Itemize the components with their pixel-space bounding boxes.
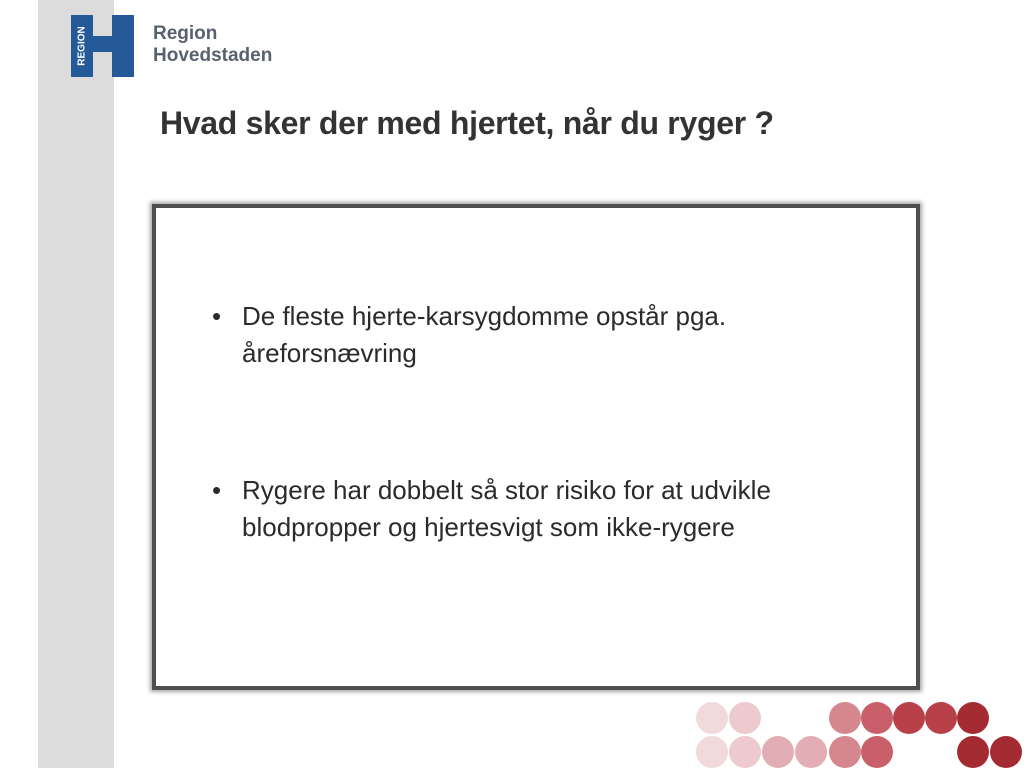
decorative-dot bbox=[795, 736, 827, 768]
decorative-dot bbox=[957, 702, 989, 734]
bullet-item bbox=[210, 298, 900, 372]
decorative-dot bbox=[829, 736, 861, 768]
logo-wordmark bbox=[153, 23, 272, 67]
decorative-dot bbox=[729, 736, 761, 768]
decorative-dot bbox=[861, 736, 893, 768]
bullet-item bbox=[210, 472, 900, 546]
decorative-dot bbox=[696, 702, 728, 734]
bullet-marker: • bbox=[212, 475, 222, 505]
side-band bbox=[38, 0, 114, 768]
decorative-dot bbox=[957, 736, 989, 768]
content-box bbox=[152, 204, 920, 690]
decorative-dot bbox=[861, 702, 893, 734]
logo-name-line1: Region bbox=[153, 23, 218, 44]
decorative-dot bbox=[829, 702, 861, 734]
decorative-dot bbox=[990, 736, 1022, 768]
region-h-logo-icon bbox=[71, 15, 134, 77]
bullet-text: De fleste hjerte-karsygdomme opstår pga. åreforsnævring bbox=[242, 301, 727, 368]
decorative-dot bbox=[762, 736, 794, 768]
bullet-list bbox=[210, 298, 900, 546]
decorative-dot bbox=[893, 702, 925, 734]
decorative-dot bbox=[925, 702, 957, 734]
logo-mark-text: REGION bbox=[76, 26, 88, 66]
bullet-text: Rygere har dobbelt så stor risiko for at udvikle blodpropper og hjertesvigt som ikke-rygere bbox=[242, 475, 771, 542]
decorative-dot bbox=[729, 702, 761, 734]
region-hovedstaden-logo bbox=[71, 15, 291, 79]
logo-name-line2: Hovedstaden bbox=[153, 45, 273, 66]
bullet-marker: • bbox=[212, 301, 222, 331]
decorative-dot bbox=[696, 736, 728, 768]
slide-title: Hvad sker der med hjertet, når du ryger ? bbox=[160, 105, 774, 141]
